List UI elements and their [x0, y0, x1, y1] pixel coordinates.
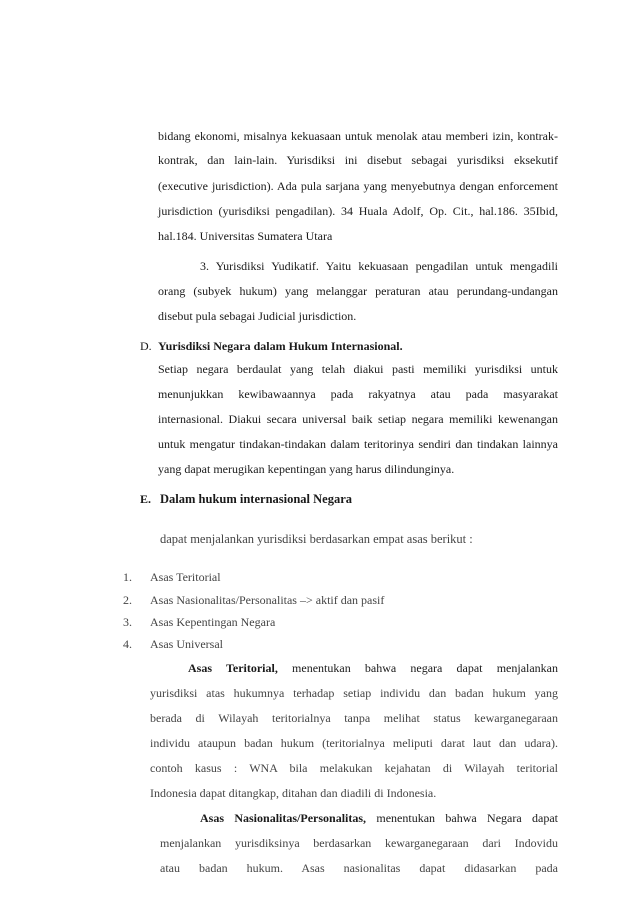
paragraph-line: orang (subyek hukum) yang melanggar peraturan atau perundang-undangan [158, 284, 558, 298]
paragraph-line: kontrak, dan lain-lain. Yurisdiksi ini disebut sebagai yurisdiksi eksekutif [158, 153, 558, 167]
paragraph-line: yurisdiksi atas hukumnya terhadap setiap individu dan badan hukum yang [150, 686, 558, 700]
list-item: Asas Kepentingan Negara [150, 615, 276, 629]
section-e-letter: E. [140, 492, 152, 506]
list-item: Asas Universal [150, 637, 223, 651]
section-e-intro: dapat menjalankan yurisdiksi berdasarkan empat asas berikut : [160, 532, 473, 546]
section-d-heading: Yurisdiksi Negara dalam Hukum Internasional. [158, 339, 403, 353]
paragraph-line: bidang ekonomi, misalnya kekuasaan untuk menolak atau memberi izin, kontrak- [158, 129, 558, 143]
section-e-heading: Dalam hukum internasional Negara [160, 492, 353, 506]
teritorial-lead-text: menentukan bahwa negara dapat menjalankan [292, 661, 559, 675]
paragraph-line: atau badan hukum. Asas nasionalitas dapat didasarkan pada [160, 861, 558, 875]
teritorial-lead-line [188, 661, 558, 675]
paragraph-line: yang dapat merugikan kepentingan yang harus dilindunginya. [158, 462, 455, 476]
paragraph-line: menunjukkan kewibawaannya pada rakyatnya atau pada masyarakat [158, 387, 558, 401]
paragraph-line: berada di Wilayah teritorialnya tanpa melihat status kewarganegaraan [150, 711, 558, 725]
paragraph-line: menjalankan yurisdiksinya berdasarkan kewarganegaraan dari Indovidu [160, 836, 558, 850]
paragraph-line: Setiap negara berdaulat yang telah diakui pasti memiliki yurisdiksi untuk [158, 362, 558, 376]
paragraph-line: individu ataupun badan hukum (teritorialnya meliputi darat laut dan udara). [150, 736, 558, 750]
nasionalitas-lead-line [200, 811, 558, 825]
nasionalitas-lead-text: menentukan bahwa Negara dapat [376, 811, 558, 825]
paragraph-line: (executive jurisdiction). Ada pula sarjana yang menyebutnya dengan enforcement [158, 179, 558, 193]
paragraph-line: 3. Yurisdiksi Yudikatif. Yaitu kekuasaan pengadilan untuk mengadili [200, 259, 558, 273]
list-item: Asas Nasionalitas/Personalitas –> aktif dan pasif [150, 593, 385, 607]
nasionalitas-term: Asas Nasionalitas/Personalitas, [200, 811, 367, 825]
list-number: 2. [123, 593, 132, 607]
list-number: 3. [123, 615, 132, 629]
section-d-letter: D. [140, 339, 152, 353]
list-number: 1. [123, 570, 132, 584]
paragraph-line: untuk mengatur tindakan-tindakan dalam teritorinya sendiri dan tindakan lainnya [158, 437, 558, 451]
paragraph-line: disebut pula sebagai Judicial jurisdiction. [158, 309, 357, 323]
paragraph-line: internasional. Diakui secara universal baik setiap negara memiliki kewenangan [158, 412, 558, 426]
list-item: Asas Teritorial [150, 570, 221, 584]
teritorial-term: Asas Teritorial, [188, 661, 278, 675]
paragraph-line: hal.184. Universitas Sumatera Utara [158, 229, 333, 243]
paragraph-line: contoh kasus : WNA bila melakukan kejahatan di Wilayah teritorial [150, 761, 558, 775]
list-number: 4. [123, 637, 132, 651]
paragraph-line: Indonesia dapat ditangkap, ditahan dan diadili di Indonesia. [150, 786, 437, 800]
paragraph-line: jurisdiction (yurisdiksi pengadilan). 34 Huala Adolf, Op. Cit., hal.186. 35Ibid, [158, 204, 558, 218]
